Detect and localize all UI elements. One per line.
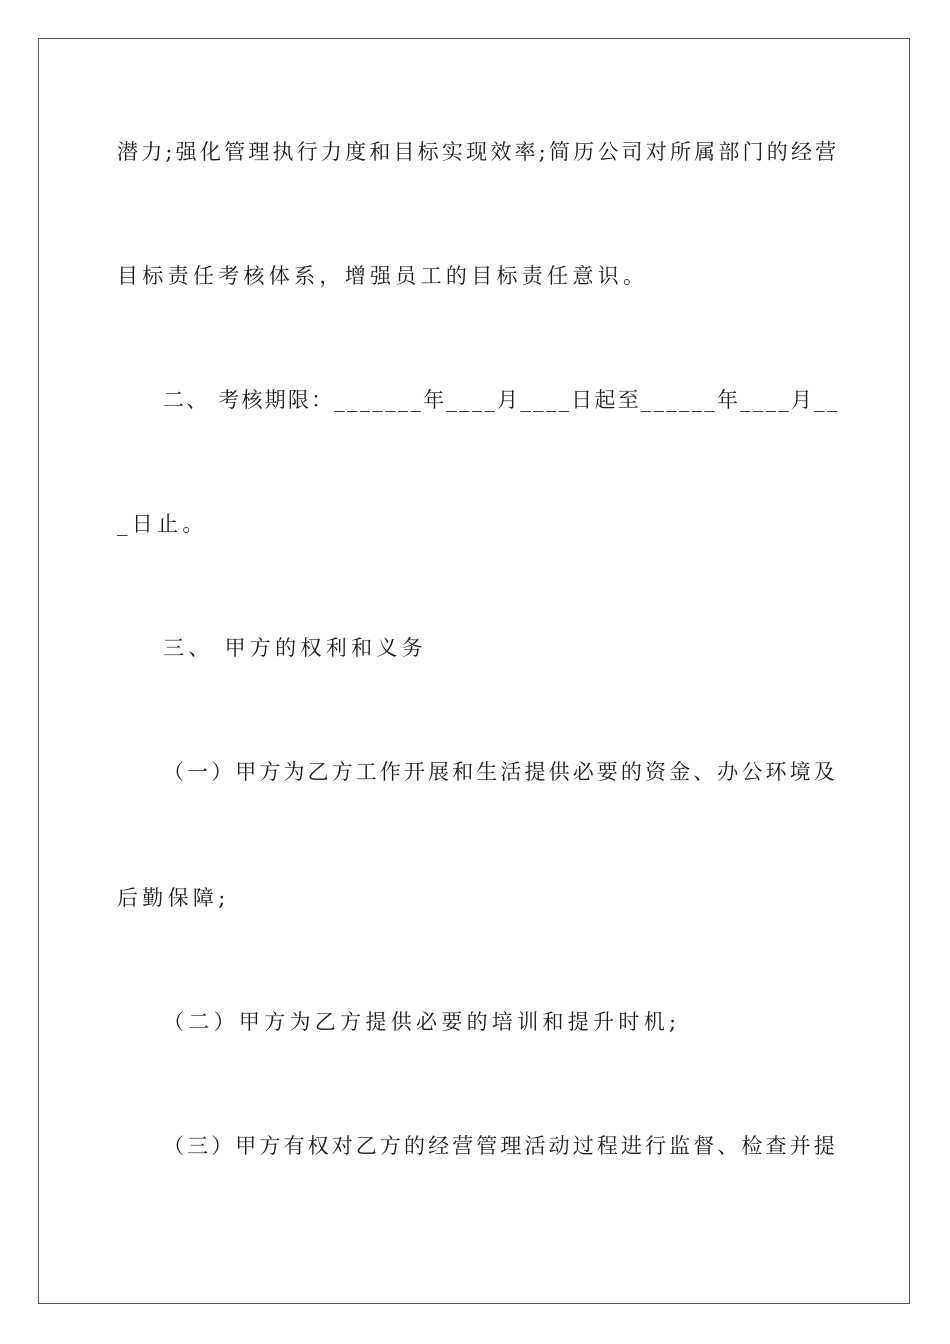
clause-3-line: （三）甲方有权对乙方的经营管理活动过程进行监督、检查并提 bbox=[163, 1134, 838, 1158]
clause-1-line-2: 后勤保障; bbox=[117, 886, 230, 910]
paragraph-line-2: 目标责任考核体系，增强员工的目标责任意识。 bbox=[117, 264, 649, 288]
section-3-heading: 三、 甲方的权利和义务 bbox=[163, 636, 427, 660]
section-2-term-line: 二、 考核期限：_______年____月____日起至______年____月__ bbox=[163, 388, 840, 412]
section-2-term-line-end: _日止。 bbox=[117, 512, 208, 536]
paragraph-line-1: 潜力;强化管理执行力度和目标实现效率;简历公司对所属部门的经营 bbox=[117, 140, 840, 164]
clause-2-line: （二）甲方为乙方提供必要的培训和提升时机; bbox=[163, 1010, 681, 1034]
page-border bbox=[38, 38, 910, 1304]
clause-1-line-1: （一）甲方为乙方工作开展和生活提供必要的资金、办公环境及 bbox=[163, 760, 838, 784]
